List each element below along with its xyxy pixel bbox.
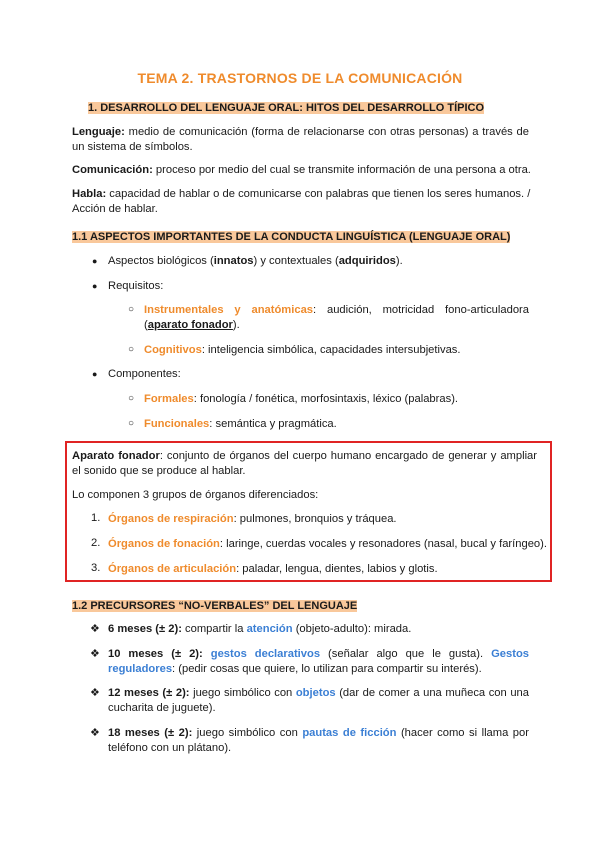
organ-text: : laringe, cuerdas vocales y resonadores (nasal, bucal y faríngeo). bbox=[219, 538, 547, 550]
item-text: ). bbox=[232, 319, 240, 331]
list-item-funcionales bbox=[144, 417, 534, 432]
section-1-1-heading-text: 1.1 ASPECTOS IMPORTANTES DE LA CONDUCTA LINGUÍSTICA (LENGUAJE ORAL) bbox=[72, 231, 511, 243]
box-text: : conjunto de órganos del cuerpo humano encargado de generar y ampliar el sonido que se produce al hablar. bbox=[72, 450, 537, 477]
item-text: ) y contextuales ( bbox=[253, 255, 339, 267]
list-item-aspectos bbox=[108, 254, 403, 269]
precursor-text: juego simbólico con bbox=[192, 727, 303, 739]
section-1-2-heading-text: 1.2 PRECURSORES “NO-VERBALES” DEL LENGUAJE bbox=[72, 600, 358, 612]
organ-term: Órganos de articulación bbox=[108, 563, 237, 575]
box-term: Aparato fonador bbox=[72, 450, 160, 462]
precursor-12-meses bbox=[108, 686, 529, 716]
list-item-cognitivos bbox=[144, 343, 534, 358]
list-item-requisitos: Requisitos: bbox=[108, 280, 164, 292]
list-number: 2. bbox=[91, 537, 101, 549]
definition-text: medio de comunicación (forma de relacionarse con otras personas) a través de un sistema de símbolos. bbox=[72, 126, 529, 153]
circle-bullet-icon: ○ bbox=[128, 418, 135, 429]
circle-bullet-icon: ○ bbox=[128, 304, 135, 315]
bullet-icon: ● bbox=[92, 369, 98, 379]
item-term: Cognitivos bbox=[144, 344, 202, 356]
definition-term: Comunicación: bbox=[72, 164, 153, 176]
item-term: Instrumentales y anatómicas bbox=[144, 304, 314, 316]
organ-item-articulacion bbox=[108, 562, 548, 577]
definition-lenguaje bbox=[72, 125, 529, 155]
precursor-6-meses bbox=[108, 622, 533, 637]
list-number: 1. bbox=[91, 512, 101, 524]
precursor-text: (objeto-adulto): mirada. bbox=[292, 623, 412, 635]
precursor-age: 10 meses (± 2): bbox=[108, 648, 203, 660]
precursor-text bbox=[203, 648, 211, 660]
organ-item-fonacion bbox=[108, 537, 548, 552]
section-1-1-heading bbox=[72, 230, 510, 245]
precursor-highlight: objetos bbox=[295, 687, 336, 699]
precursor-highlight: gestos declarativos bbox=[210, 648, 321, 660]
section-1-heading bbox=[88, 101, 484, 116]
list-number: 3. bbox=[91, 562, 101, 574]
organ-item-respiracion bbox=[108, 512, 548, 527]
item-text: : audición, motricidad fono-articuladora ( bbox=[144, 304, 530, 331]
precursor-text: : (pedir cosas que quiere, lo utilizan para compartir su interés). bbox=[172, 663, 482, 675]
definition-comunicacion bbox=[72, 163, 532, 178]
box-intro: Lo componen 3 grupos de órganos diferenciados: bbox=[72, 489, 319, 501]
bullet-icon: ● bbox=[92, 256, 98, 266]
list-item-componentes: Componentes: bbox=[108, 368, 181, 380]
item-bold: innatos bbox=[213, 255, 254, 267]
item-underline: aparato fonador bbox=[147, 319, 233, 331]
precursor-age: 18 meses (± 2): bbox=[108, 727, 193, 739]
page-title: TEMA 2. TRASTORNOS DE LA COMUNICACIÓN bbox=[137, 70, 463, 86]
precursor-highlight: Gestos reguladores bbox=[108, 648, 530, 675]
item-text: : semántica y pragmática. bbox=[209, 418, 337, 430]
precursor-text: (señalar algo que le gusta). bbox=[320, 648, 492, 660]
precursor-age: 6 meses (± 2): bbox=[108, 623, 182, 635]
list-item-instrumentales bbox=[144, 303, 529, 333]
item-text: : fonología / fonética, morfosintaxis, léxico (palabras). bbox=[193, 393, 459, 405]
precursor-text: juego simbólico con bbox=[189, 687, 296, 699]
precursor-highlight: pautas de ficción bbox=[302, 727, 397, 739]
item-text: Aspectos biológicos ( bbox=[108, 255, 214, 267]
precursor-age: 12 meses (± 2): bbox=[108, 687, 190, 699]
section-1-heading-text: 1. DESARROLLO DEL LENGUAJE ORAL: HITOS DEL DESARROLLO TÍPICO bbox=[88, 102, 485, 114]
list-item-formales bbox=[144, 392, 534, 407]
item-text: : inteligencia simbólica, capacidades intersubjetivas. bbox=[201, 344, 461, 356]
item-term: Formales bbox=[144, 393, 194, 405]
item-term: Funcionales bbox=[144, 418, 210, 430]
item-bold: adquiridos bbox=[338, 255, 396, 267]
organ-text: : paladar, lengua, dientes, labios y glotis. bbox=[236, 563, 438, 575]
organ-term: Órganos de fonación bbox=[108, 538, 220, 550]
circle-bullet-icon: ○ bbox=[128, 393, 135, 404]
organ-term: Órganos de respiración bbox=[108, 513, 234, 525]
definition-habla bbox=[72, 187, 532, 217]
precursor-highlight: atención bbox=[246, 623, 293, 635]
box-definition bbox=[72, 449, 537, 479]
diamond-bullet-icon: ❖ bbox=[90, 623, 100, 635]
precursor-10-meses bbox=[108, 647, 529, 677]
precursor-text: compartir la bbox=[181, 623, 247, 635]
section-1-2-heading bbox=[72, 599, 357, 614]
diamond-bullet-icon: ❖ bbox=[90, 727, 100, 739]
diamond-bullet-icon: ❖ bbox=[90, 648, 100, 660]
definition-text: capacidad de hablar o de comunicarse con palabras que tienen los seres humanos. / Acción de hablar. bbox=[72, 188, 531, 215]
diamond-bullet-icon: ❖ bbox=[90, 687, 100, 699]
precursor-text: (dar de comer a una muñeca con una cucharita de juguete). bbox=[108, 687, 529, 714]
organ-text: : pulmones, bronquios y tráquea. bbox=[233, 513, 397, 525]
bullet-icon: ● bbox=[92, 281, 98, 291]
circle-bullet-icon: ○ bbox=[128, 344, 135, 355]
definition-term: Lenguaje: bbox=[72, 126, 125, 138]
item-text: ). bbox=[395, 255, 403, 267]
precursor-18-meses bbox=[108, 726, 529, 756]
definition-term: Habla: bbox=[72, 188, 107, 200]
definition-text: proceso por medio del cual se transmite información de una persona a otra. bbox=[152, 164, 531, 176]
precursor-text: (hacer como si llama por teléfono con un plátano). bbox=[108, 727, 529, 754]
